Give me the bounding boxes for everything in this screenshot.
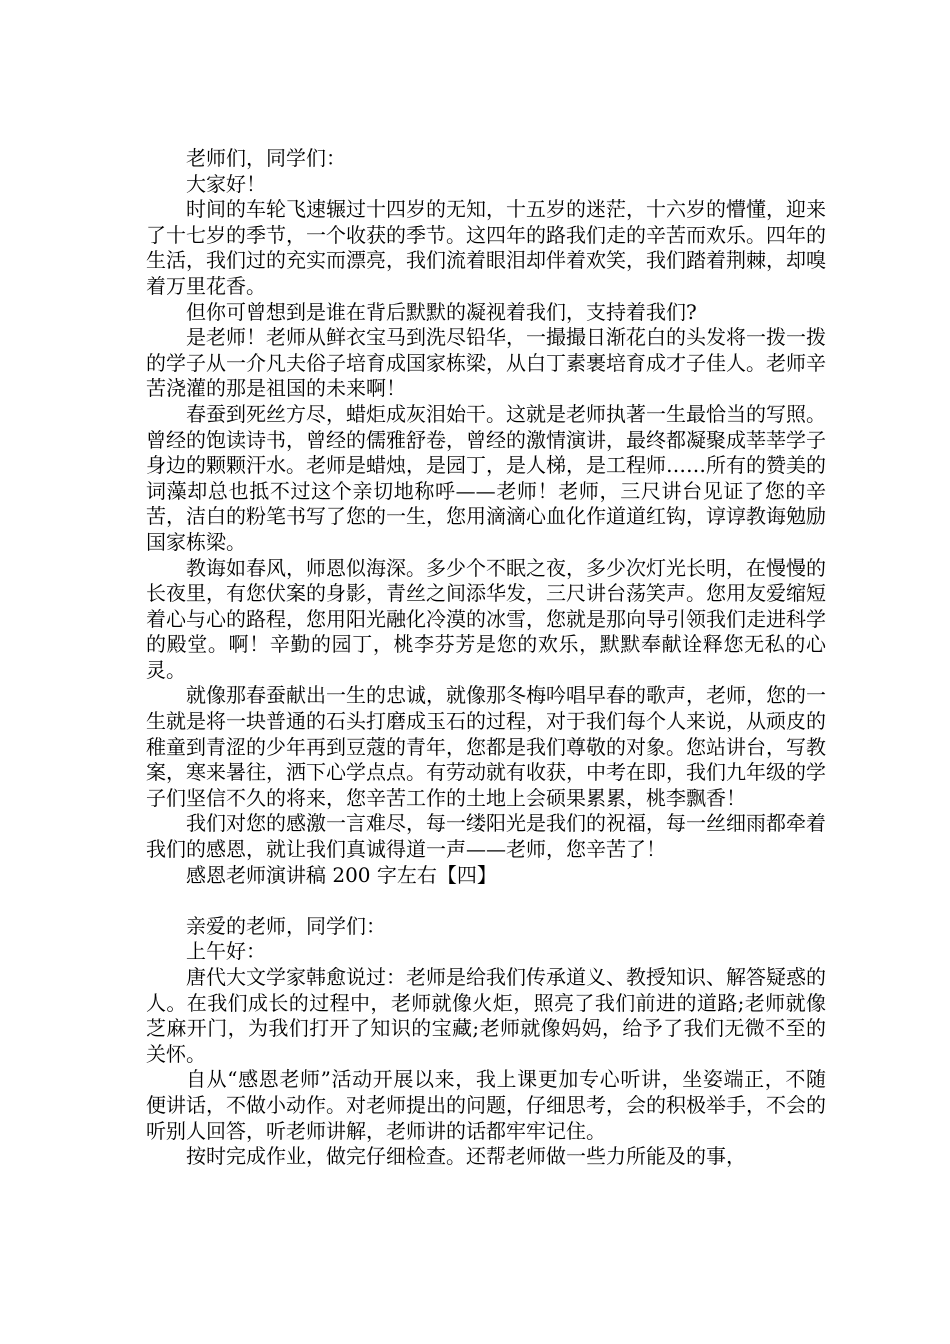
paragraph: 就像那春蚕献出一生的忠诚，就像那冬梅吟唱早春的歌声，老师，您的一生就是将一块普通的石头打磨成玉石的过程，对于我们每个人来说，从顽皮的稚童到青涩的少年再到豆蔻的青年，您都是我们尊敬的对象。您站讲台，写教案，寒来暑往，洒下心学点点。有劳动就有收获，中考在即，我们九年级的学子们坚信不久的将来，您辛苦工作的土地上会硕果累累，桃李飘香！: [146, 683, 826, 810]
salutation-1: 老师们，同学们：: [186, 146, 346, 170]
paragraph: 我们对您的感激一言难尽，每一缕阳光是我们的祝福，每一丝细雨都牵着我们的感恩，就让我们真诚得道一声——老师，您辛苦了！: [146, 811, 826, 862]
paragraph: 时间的车轮飞速辗过十四岁的无知，十五岁的迷茫，十六岁的懵懂，迎来了十七岁的季节，一个收获的季节。这四年的路我们走的辛苦而欢乐。四年的生活，我们过的充实而漂亮，我们流着眼泪却伴着欢笑，我们踏着荆棘，却嗅着万里花香。: [146, 197, 826, 298]
document-page: [146, 146, 826, 1170]
paragraph: 教诲如春风，师恩似海深。多少个不眠之夜，多少次灯光长明，在慢慢的长夜里，有您伏案的身影，青丝之间添华发，三尺讲台荡笑声。您用友爱缩短着心与心的路程，您用阳光融化冷漠的冰雪，您就是那向导引领我们走进科学的殿堂。啊！辛勤的园丁，桃李芬芳是您的欢乐，默默奉献诠释您无私的心灵。: [146, 555, 826, 682]
paragraph: 按时完成作业，做完仔细检查。还帮老师做一些力所能及的事，: [186, 1144, 746, 1169]
paragraph: 唐代大文学家韩愈说过：老师是给我们传承道义、教授知识、解答疑惑的人。在我们成长的过程中，老师就像火炬，照亮了我们前进的道路;老师就像芝麻开门，为我们打开了知识的宝藏;老师就像妈妈，给予了我们无微不至的关怀。: [146, 965, 826, 1066]
paragraph: 但你可曾想到是谁在背后默默的凝视着我们，支持着我们?: [186, 299, 697, 324]
blank-line: [146, 888, 826, 914]
paragraph: 自从“感恩老师”活动开展以来，我上课更加专心听讲，坐姿端正，不随便讲话，不做小动作。对老师提出的问题，仔细思考，会的积极举手，不会的听别人回答，听老师讲解，老师讲的话都牢牢记住。: [146, 1067, 826, 1143]
greeting-1: 大家好！: [186, 171, 266, 196]
paragraph: 春蚕到死丝方尽，蜡炬成灰泪始干。这就是老师执著一生最恰当的写照。曾经的饱读诗书，曾经的儒雅舒卷，曾经的激情演讲，最终都凝聚成莘莘学子身边的颗颗汗水。老师是蜡烛，是园丁，是人梯，是工程师……所有的赞美的词藻却总也抵不过这个亲切地称呼——老师！老师，三尺讲台见证了您的辛苦，洁白的粉笔书写了您的一生，您用滴滴心血化作道道红钩，谆谆教诲勉励国家栋梁。: [146, 401, 826, 554]
section-heading: 感恩老师演讲稿 200 字左右【四】: [186, 862, 497, 887]
greeting-2: 上午好：: [186, 939, 266, 964]
paragraph: 是老师！老师从鲜衣宝马到洗尽铅华，一撮撮日渐花白的头发将一拨一拨的学子从一介凡夫俗子培育成国家栋梁，从白丁素裹培育成才子佳人。老师辛苦浇灌的那是祖国的未来啊！: [146, 325, 826, 401]
salutation-2: 亲爱的老师，同学们：: [186, 913, 386, 938]
